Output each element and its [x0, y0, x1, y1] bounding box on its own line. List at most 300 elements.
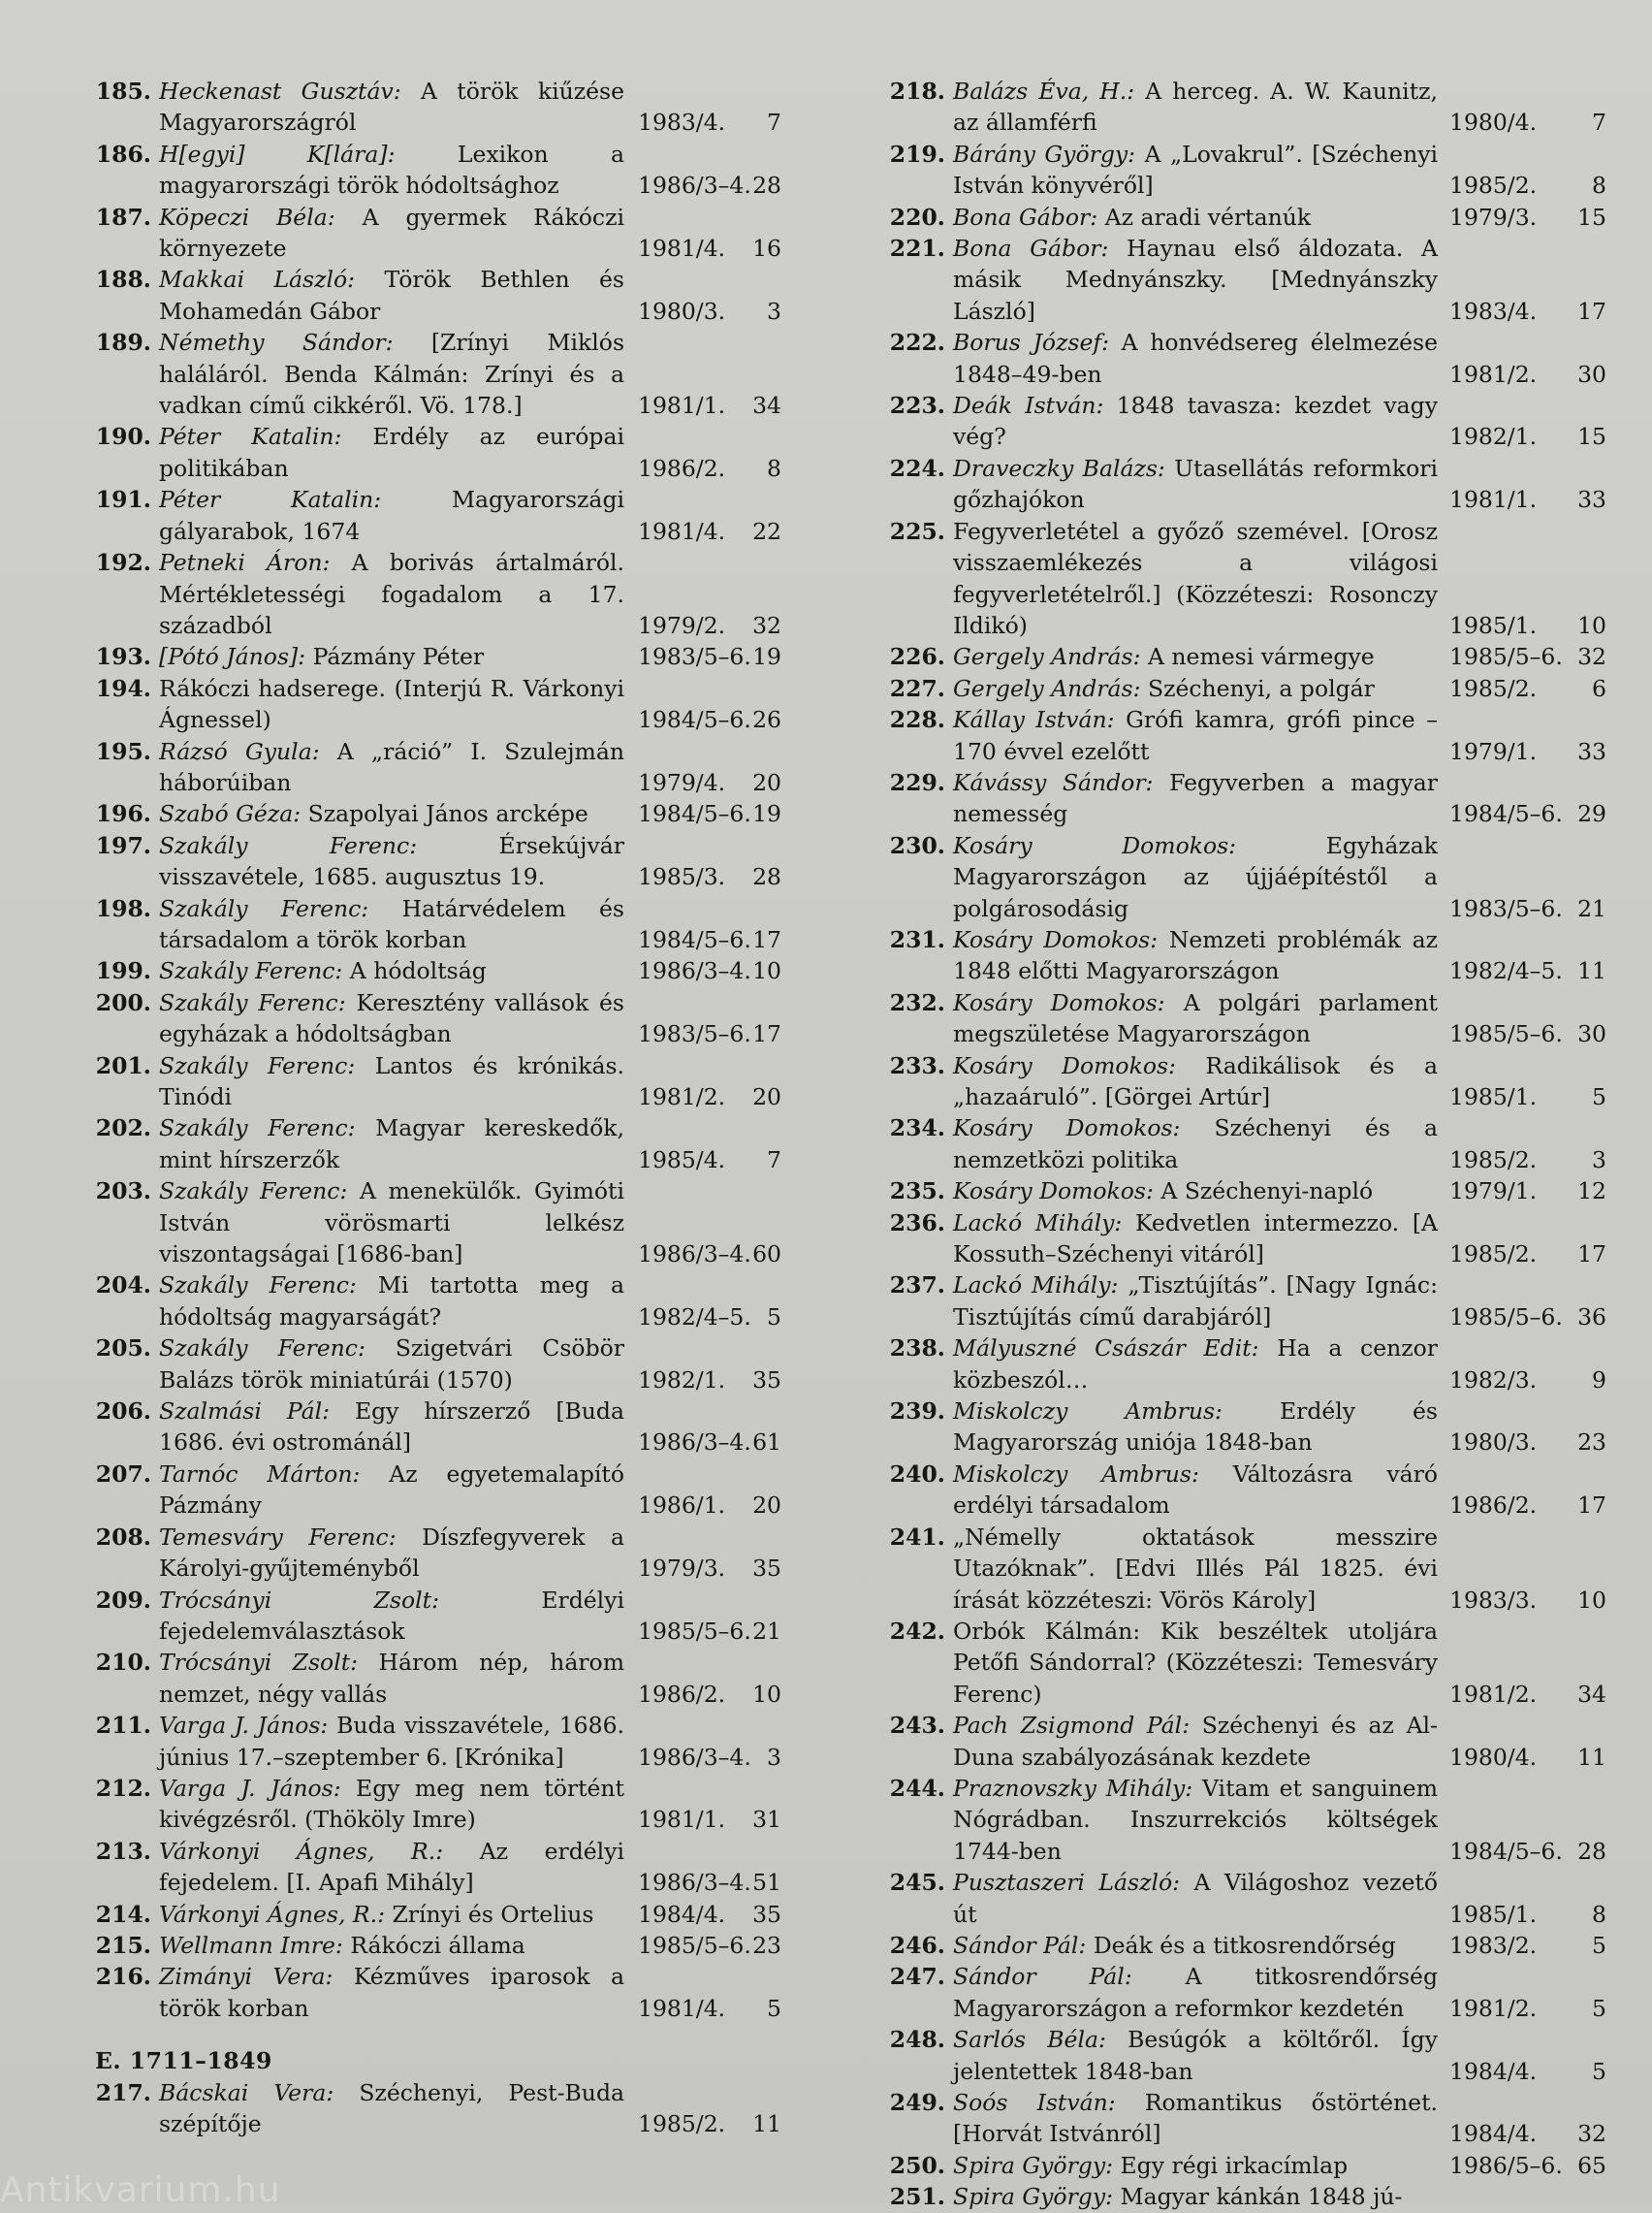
entry-author: Sándor Pál: [953, 1963, 1186, 1991]
bibliography-entry [95, 1332, 812, 1395]
entry-title: Vitam et sanguinem Nógrádban. Inszurrekciós költségek 1744-ben [953, 1774, 1438, 1865]
entry-author: Szakály Ferenc: [159, 1271, 378, 1299]
entry-title: A honvédsereg élelmezése 1848–49-ben [953, 329, 1438, 388]
entry-text [953, 1773, 1438, 1867]
entry-author: Draveczky Balázs: [953, 454, 1175, 482]
entry-title: A nemesi vármegye [1147, 643, 1375, 671]
entry-issue: 1986/2. [638, 454, 726, 482]
entry-page: 3 [767, 297, 781, 325]
entry-title: Egy régi irkacímlap [1120, 2151, 1349, 2179]
entry-page: 32 [752, 611, 781, 639]
entry-number: 191. [95, 486, 151, 514]
entry-title: Zrínyi és Ortelius [392, 1900, 594, 1928]
entry-author: Heckenast Gusztáv: [159, 78, 422, 105]
entry-number: 197. [95, 831, 151, 859]
entry-page: 19 [752, 800, 781, 828]
bibliography-entry [95, 1459, 812, 1522]
bibliography-entry [95, 264, 812, 327]
entry-page: 23 [1577, 1428, 1606, 1457]
entry-issue: 1981/4. [638, 517, 726, 545]
entry-page: 6 [1592, 674, 1606, 702]
entry-text [159, 736, 624, 799]
bibliography-entry [95, 673, 812, 736]
entry-text [953, 704, 1438, 767]
entry-issue: 1985/2. [1449, 1145, 1538, 1173]
entry-title: A „Lovakrul”. [Széchenyi István könyvéről] [953, 140, 1438, 200]
entry-title: Fegyverletétel a győző szemével. [Orosz visszaemlékezés a világosi fegyverletételről.] (Közzéteszi: Rosonczy Ildikó) [953, 517, 1438, 639]
bibliography-entry [887, 202, 1629, 233]
entry-page: 3 [1592, 1145, 1606, 1173]
entry-page: 10 [752, 957, 781, 985]
entry-title: Fegyverben a magyar nemesség [953, 768, 1438, 828]
entry-author: Köpeczi Béla: [159, 203, 363, 231]
entry-number: 248. [889, 2026, 945, 2054]
entry-page: 32 [1577, 643, 1606, 671]
entry-title: Erdélyi fejedelemválasztások [159, 1586, 624, 1645]
entry-issue: 1982/4–5. [1449, 957, 1563, 985]
entry-number: 235. [889, 1177, 945, 1205]
entry-text [159, 987, 624, 1050]
entry-title: A Világoshoz vezető út [953, 1869, 1438, 1928]
entry-issue: 1979/3. [638, 1555, 726, 1583]
entry-page: 15 [1577, 423, 1606, 451]
entry-page: 36 [1577, 1302, 1606, 1331]
entry-author: Spira György: [953, 2183, 1121, 2211]
entry-issue: 1986/2. [1449, 1491, 1538, 1520]
entry-author: Lackó Mihály: [953, 1271, 1128, 1299]
bibliography-entry [95, 893, 812, 956]
entry-number: 185. [95, 78, 151, 105]
bibliography-entry [887, 1961, 1629, 2024]
entry-number: 231. [889, 925, 945, 953]
entry-issue: 1980/4. [1449, 109, 1538, 137]
entry-issue: 1985/1. [1449, 611, 1538, 639]
bibliography-entry [95, 987, 812, 1050]
entry-text [159, 264, 624, 327]
entry-number: 229. [889, 768, 945, 796]
entry-number: 187. [95, 203, 151, 231]
entry-author: Praznovszky Mihály: [953, 1774, 1202, 1802]
bibliography-entry [95, 1395, 812, 1459]
entry-text [953, 767, 1438, 830]
entry-title: Utasellátás reformkori gőzhajókon [953, 454, 1438, 514]
entry-issue: 1981/1. [638, 1806, 726, 1834]
entry-page: 20 [752, 1083, 781, 1110]
bibliography-entry [887, 1773, 1629, 1867]
entry-page: 35 [752, 1365, 781, 1394]
bibliography-entry [887, 1269, 1629, 1332]
bibliography-entry [95, 1050, 812, 1113]
entry-number: 186. [95, 140, 151, 168]
bibliography-entry [887, 2181, 1629, 2212]
entry-issue: 1979/1. [1449, 1177, 1538, 1205]
entry-title: Kézműves iparosok a török korban [159, 1963, 624, 2022]
entry-text [159, 673, 624, 736]
entry-page: 8 [1592, 1900, 1606, 1928]
entry-issue: 1986/5–6. [1449, 2151, 1563, 2179]
entry-author: Sándor Pál: [953, 1931, 1094, 1959]
entry-title: Egy hírszerző [Buda 1686. évi ostrománál] [159, 1397, 624, 1457]
entry-number: 251. [889, 2183, 945, 2211]
entry-issue: 1981/2. [1449, 1994, 1538, 2022]
entry-title: Magyar kánkán 1848 jú- [1120, 2183, 1403, 2211]
entry-number: 211. [95, 1712, 151, 1740]
entry-text [953, 1616, 1438, 1710]
entry-page: 28 [1577, 1837, 1606, 1865]
entry-author: Kávássy Sándor: [953, 768, 1170, 796]
entry-author: Péter Katalin: [159, 486, 452, 514]
entry-number: 238. [889, 1334, 945, 1363]
entry-title: A borivás ártalmáról. Mértékletességi fogadalom a 17. századból [159, 549, 624, 639]
entry-issue: 1986/3–4. [638, 1428, 751, 1457]
entry-issue: 1984/4. [1449, 2120, 1538, 2148]
entry-text [159, 1836, 624, 1899]
entry-number: 242. [889, 1617, 945, 1645]
entry-text [159, 955, 624, 986]
entry-issue: 1983/5–6. [638, 1020, 751, 1048]
bibliography-entry [887, 139, 1629, 202]
entry-issue: 1983/5–6. [1449, 894, 1563, 922]
entry-title: Deák és a titkosrendőrség [1093, 1931, 1396, 1959]
entry-text [953, 2024, 1438, 2087]
entry-number: 240. [889, 1459, 945, 1488]
entry-author: Bona Gábor: [953, 235, 1128, 263]
entry-number: 247. [889, 1963, 945, 1991]
entry-author: Szakály Ferenc: [159, 831, 499, 859]
bibliography-entry [887, 1332, 1629, 1395]
bibliography-entry [887, 924, 1629, 987]
entry-page: 8 [767, 454, 781, 482]
entry-text [953, 830, 1438, 924]
entry-author: Péter Katalin: [159, 423, 373, 451]
entry-author: Temesváry Ferenc: [159, 1523, 423, 1551]
entry-issue: 1984/5–6. [638, 800, 751, 828]
entry-page: 19 [752, 643, 781, 671]
entry-number: 236. [889, 1208, 945, 1236]
entry-text [159, 1899, 624, 1930]
entry-number: 210. [95, 1649, 151, 1677]
entry-page: 5 [1592, 2057, 1606, 2085]
entry-text [953, 202, 1438, 233]
entry-page: 35 [752, 1555, 781, 1583]
entry-page: 29 [1577, 800, 1606, 828]
entry-text [953, 390, 1438, 453]
entry-text [953, 1459, 1438, 1522]
entry-number: 246. [889, 1931, 945, 1959]
entry-author: Szakály Ferenc: [159, 894, 402, 922]
bibliography-entry [887, 1050, 1629, 1113]
bibliography-entry [887, 673, 1629, 704]
entry-author: Varga J. János: [159, 1712, 337, 1740]
entry-page: 7 [767, 109, 781, 137]
entry-title: Pázmány Péter [312, 643, 485, 671]
entry-title: Egyházak Magyarországon az újjáépítéstől a polgárosodásig [953, 831, 1438, 922]
entry-title: Határvédelem és társadalom a török korban [159, 894, 624, 953]
entry-number: 230. [889, 831, 945, 859]
bibliography-entry [887, 1616, 1629, 1710]
entry-title: Az erdélyi fejedelem. [I. Apafi Mihály] [159, 1837, 624, 1897]
entry-issue: 1985/2. [638, 2110, 726, 2137]
entry-number: 221. [889, 235, 945, 263]
entry-issue: 1984/5–6. [1449, 1837, 1563, 1865]
bibliography-entry [887, 516, 1629, 642]
entry-text [159, 327, 624, 421]
entry-title: Szigetvári Csöbör Balázs török miniatúrái (1570) [159, 1334, 624, 1394]
entry-number: 223. [889, 392, 945, 420]
entry-author: Miskolczy Ambrus: [953, 1459, 1233, 1488]
entry-title: Kedvetlen intermezzo. [A Kossuth–Széchenyi vitáról] [953, 1208, 1438, 1268]
entry-text [953, 1332, 1438, 1395]
left-column [95, 76, 812, 2139]
entry-title: Grófi kamra, grófi pince – 170 évvel ezelőtt [953, 706, 1438, 765]
entry-page: 21 [1577, 894, 1606, 922]
entry-text [953, 139, 1438, 202]
entry-number: 204. [95, 1271, 151, 1299]
entry-title: Besúgók a költőről. Így jelentettek 1848-ban [953, 2026, 1438, 2085]
entry-author: Várkonyi Ágnes, R.: [159, 1900, 393, 1928]
entry-number: 217. [95, 2078, 151, 2106]
entry-title: Buda visszavétele, 1686. június 17.–szeptember 6. [Krónika] [159, 1712, 625, 1771]
entry-page: 17 [1577, 1491, 1606, 1520]
entry-page: 26 [752, 706, 781, 734]
entry-issue: 1980/3. [1449, 1428, 1538, 1457]
entry-number: 213. [95, 1837, 151, 1865]
entry-author: Trócsányi Zsolt: [159, 1649, 379, 1677]
entry-issue: 1980/3. [638, 297, 726, 325]
entry-title: Egy meg nem történt kivégzésről. (Thököly Imre) [159, 1774, 625, 1834]
entry-page: 12 [1577, 1177, 1606, 1205]
entry-text [159, 641, 624, 672]
entry-text [159, 1522, 624, 1585]
entry-page: 33 [1577, 737, 1606, 765]
entry-page: 17 [752, 925, 781, 953]
entry-issue: 1985/5–6. [1449, 1020, 1563, 1048]
entry-number: 192. [95, 549, 151, 577]
entry-author: Kosáry Domokos: [953, 831, 1326, 859]
entry-title: Mi tartotta meg a hódoltság magyarságát? [159, 1271, 624, 1331]
entry-author: Szakály Ferenc: [159, 1051, 375, 1079]
entry-title: Széchenyi és az Al-Duna szabályozásának kezdete [953, 1712, 1439, 1771]
entry-number: 234. [889, 1114, 945, 1142]
entry-title: Rákóczi állama [350, 1931, 525, 1959]
entry-page: 15 [1577, 203, 1606, 231]
entry-page: 10 [1577, 611, 1606, 639]
entry-issue: 1986/3–4. [638, 172, 751, 200]
entry-title: A polgári parlament megszületése Magyarországon [953, 988, 1438, 1048]
entry-title: A titkosrendőrség Magyarországon a reformkor kezdetén [953, 1963, 1438, 2022]
entry-issue: 1979/3. [1449, 203, 1538, 231]
bibliography-entry [887, 1459, 1629, 1522]
bibliography-entry [887, 704, 1629, 767]
bibliography-entry [95, 830, 812, 893]
entry-issue: 1982/1. [1449, 423, 1538, 451]
bibliography-entry [887, 390, 1629, 453]
entry-page: 17 [1577, 297, 1606, 325]
entry-issue: 1983/3. [1449, 1586, 1538, 1614]
entry-text [953, 673, 1438, 704]
entry-author: Kállay István: [953, 706, 1127, 734]
entry-page: 60 [752, 1240, 781, 1268]
entry-issue: 1986/2. [638, 1680, 726, 1708]
entry-title: Magyar kereskedők, mint hírszerzők [159, 1114, 624, 1173]
entry-issue: 1985/1. [1449, 1900, 1538, 1928]
entry-issue: 1985/3. [638, 863, 726, 891]
entry-issue: 1982/1. [638, 1365, 726, 1394]
entry-issue: 1984/5–6. [638, 706, 751, 734]
entry-number: 193. [95, 643, 151, 671]
entry-page: 61 [752, 1428, 781, 1457]
entry-text [953, 233, 1438, 327]
entry-number: 190. [95, 423, 151, 451]
entry-issue: 1981/2. [1449, 1680, 1538, 1708]
entry-issue: 1983/4. [638, 109, 726, 137]
bibliography-entry [95, 1647, 812, 1710]
entry-number: 189. [95, 329, 151, 357]
bibliography-entry [887, 1710, 1629, 1773]
entry-title: Radikálisok és a „hazaáruló”. [Görgei Artúr] [953, 1051, 1438, 1110]
entry-number: 215. [95, 1931, 151, 1959]
entry-author: Rázsó Gyula: [159, 737, 337, 765]
bibliography-entry [95, 1899, 812, 1930]
entry-issue: 1986/3–4. [638, 1869, 751, 1897]
entry-title: Három nép, három nemzet, négy vallás [159, 1649, 624, 1708]
entry-title: Magyarországi gályarabok, 1674 [159, 486, 624, 545]
entry-text [159, 1585, 624, 1648]
entry-number: 244. [889, 1774, 945, 1802]
entry-title: A gyermek Rákóczi környezete [159, 203, 624, 263]
entry-text [953, 987, 1438, 1050]
entry-issue: 1982/4–5. [638, 1302, 751, 1331]
entry-page: 5 [1592, 1083, 1606, 1110]
entry-author: Miskolczy Ambrus: [953, 1397, 1280, 1426]
bibliography-entry [95, 421, 812, 484]
entry-title: 1848 tavasza: kezdet vagy vég? [953, 392, 1438, 451]
entry-number: 208. [95, 1523, 151, 1551]
entry-author: Petneki Áron: [159, 549, 352, 577]
entry-issue: 1983/2. [1449, 1931, 1538, 1959]
entry-author: Pach Zsigmond Pál: [953, 1712, 1202, 1740]
entry-author: Gergely András: [953, 674, 1148, 702]
bibliography-entry [95, 1522, 812, 1585]
entry-issue: 1985/2. [1449, 172, 1538, 200]
entry-title: A Széchenyi-napló [1160, 1177, 1374, 1205]
entry-number: 219. [889, 140, 945, 168]
entry-number: 203. [95, 1177, 151, 1205]
entry-issue: 1986/3–4. [638, 1240, 751, 1268]
entry-issue: 1984/5–6. [638, 925, 751, 953]
entry-author: Kosáry Domokos: [953, 988, 1184, 1016]
entry-page: 10 [752, 1680, 781, 1708]
entry-text [159, 893, 624, 956]
entry-page: 30 [1577, 360, 1606, 388]
entry-author: Szakály Ferenc: [159, 1114, 376, 1142]
entry-page: 22 [752, 517, 781, 545]
entry-number: 239. [889, 1397, 945, 1426]
bibliography-entry [887, 76, 1629, 139]
entry-title: A török kiűzése Magyarországról [159, 78, 624, 137]
entry-title: A menekülők. Gyimóti István vörösmarti lelkész viszontagságai [1686-ban] [159, 1177, 624, 1268]
entry-text [159, 76, 624, 139]
bibliography-entry [887, 327, 1629, 390]
entry-page: 11 [1577, 957, 1606, 985]
bibliography-entry [887, 987, 1629, 1050]
entry-number: 218. [889, 78, 945, 105]
entry-text [953, 76, 1438, 139]
entry-issue: 1985/5–6. [1449, 1302, 1563, 1331]
entry-text [159, 2077, 624, 2140]
entry-text [953, 2150, 1438, 2181]
entry-page: 34 [752, 392, 781, 420]
entry-author: Bárány György: [953, 140, 1145, 168]
entry-author: Sarlós Béla: [953, 2026, 1128, 2054]
entry-text [159, 1647, 624, 1710]
entry-author: Szakály Ferenc: [159, 988, 357, 1016]
bibliography-entry [887, 1867, 1629, 1930]
entry-number: 222. [889, 329, 945, 357]
entry-page: 5 [767, 1994, 781, 2022]
entry-page: 16 [752, 235, 781, 263]
entry-page: 11 [1577, 1743, 1606, 1771]
entry-number: 199. [95, 957, 151, 985]
entry-text [953, 1112, 1438, 1175]
entry-text [953, 1269, 1438, 1332]
bibliography-entry [95, 484, 812, 547]
entry-text [953, 327, 1438, 390]
entry-number: 212. [95, 1774, 151, 1802]
entry-title: Erdély az európai politikában [159, 423, 624, 482]
entry-page: 65 [1577, 2151, 1606, 2179]
bibliography-entry [95, 1961, 812, 2024]
entry-number: 250. [889, 2151, 945, 2179]
entry-title: Széchenyi, a polgár [1147, 674, 1375, 702]
entry-number: 198. [95, 894, 151, 922]
entry-text [159, 1332, 624, 1395]
bibliography-entry [95, 1773, 812, 1836]
entry-number: 245. [889, 1869, 945, 1897]
entry-page: 28 [752, 172, 781, 200]
entry-text [159, 1773, 624, 1836]
entry-issue: 1981/1. [1449, 486, 1538, 514]
entry-page: 8 [1592, 172, 1606, 200]
entry-number: 227. [889, 674, 945, 702]
bibliography-entry [95, 139, 812, 202]
entry-author: Spira György: [953, 2151, 1121, 2179]
entry-number: 233. [889, 1051, 945, 1079]
entry-text [953, 1710, 1438, 1773]
bibliography-entry [95, 1930, 812, 1961]
entry-issue: 1985/5–6. [1449, 643, 1563, 671]
entry-text [159, 1395, 624, 1459]
entry-title: Erdély és Magyarország uniója 1848-ban [953, 1397, 1438, 1457]
entry-number: 241. [889, 1523, 945, 1551]
entry-author: Kosáry Domokos: [953, 1114, 1215, 1142]
entry-title: Változásra váró erdélyi társadalom [953, 1459, 1438, 1520]
entry-issue: 1984/4. [638, 1900, 726, 1928]
entry-page: 20 [752, 1491, 781, 1520]
bibliography-entry [887, 830, 1629, 924]
entry-author: [Pótó János]: [159, 643, 313, 671]
entry-page: 28 [752, 863, 781, 891]
entry-title: Széchenyi és a nemzetközi politika [953, 1114, 1438, 1173]
entry-title: A „ráció” I. Szulejmán háborúiban [159, 737, 624, 796]
entry-text [953, 516, 1438, 642]
entry-issue: 1985/2. [1449, 674, 1538, 702]
entry-issue: 1985/2. [1449, 1240, 1538, 1268]
entry-issue: 1979/4. [638, 768, 726, 796]
entry-text [953, 1175, 1438, 1206]
entry-page: 21 [752, 1617, 781, 1645]
bibliography-entry [887, 2150, 1629, 2181]
